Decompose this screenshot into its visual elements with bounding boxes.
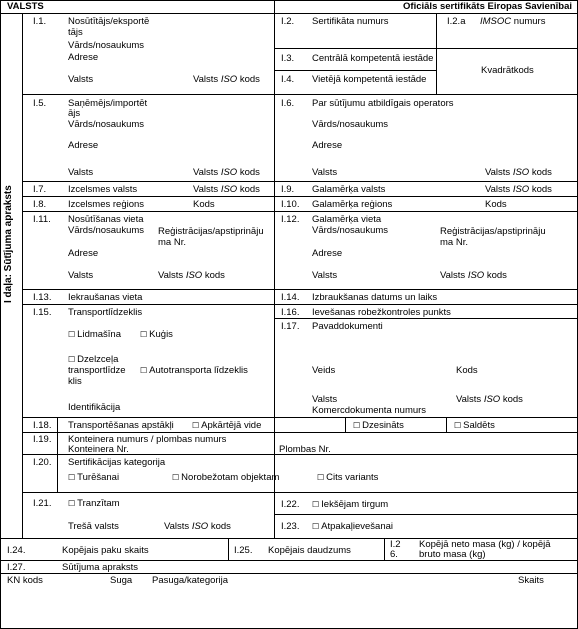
f14-title: Izbraukšanas datums un laiks: [312, 292, 438, 303]
f22-number: I.22.: [281, 499, 300, 510]
f26-number-cont: 6.: [390, 549, 398, 560]
railway-option-cont: transportlīdze: [68, 365, 126, 376]
f8-title: Izcelsmes reģions: [68, 199, 145, 210]
f10-title: Galamērķa reģions: [312, 199, 393, 210]
f19-seal-label: Plombas Nr.: [279, 444, 331, 455]
f12-title: Galamērķa vieta: [312, 214, 382, 225]
f11-registration-label: Reģistrācijas/apstiprināju: [158, 226, 264, 237]
confined-establishment-option[interactable]: ☐ Norobežotam objektam: [172, 472, 280, 483]
transit-option[interactable]: ☐ Tranzītam: [68, 498, 120, 509]
frozen-option[interactable]: ☐ Saldēts: [454, 420, 495, 431]
f26-title: Kopējā neto masa (kg) / kopējā: [419, 539, 551, 550]
checkbox-icon[interactable]: ☐: [317, 473, 325, 482]
divider: [274, 48, 578, 49]
checkbox-icon[interactable]: ☐: [312, 500, 320, 509]
f14-number: I.14.: [281, 292, 300, 303]
divider: [22, 196, 578, 197]
f11-number: I.11.: [33, 214, 51, 225]
railway-option-cont2: klis: [68, 376, 82, 387]
divider: [0, 573, 578, 574]
f9-number: I.9.: [281, 184, 295, 195]
f17-commercial-document-label: Komercdokumenta numurs: [312, 405, 427, 416]
f5-iso-code-label: Valsts ISO kods: [193, 167, 260, 178]
f6-address-label: Adrese: [312, 140, 343, 151]
divider: [22, 94, 578, 95]
checkbox-icon[interactable]: ☐: [192, 421, 200, 430]
f11-name-label: Vārds/nosaukums: [68, 225, 145, 236]
f6-country-label: Valsts: [312, 167, 338, 178]
f2-title: Sertifikāta numurs: [312, 16, 389, 27]
f25-title: Kopējais daudzums: [268, 545, 351, 556]
divider: [274, 0, 275, 14]
f1-address-label: Adrese: [68, 52, 99, 63]
border-left: [0, 0, 1, 629]
f12-registration-label-cont: ma Nr.: [440, 237, 468, 248]
f5-number: I.5.: [33, 98, 47, 109]
f6-number: I.6.: [281, 98, 295, 109]
f1-country-label: Valsts: [68, 74, 94, 85]
f6-name-label: Vārds/nosaukums: [312, 119, 389, 130]
checkbox-icon[interactable]: ☐: [68, 330, 76, 339]
chilled-option[interactable]: ☐ Dzesināts: [353, 420, 404, 431]
species-column: Suga: [110, 575, 133, 586]
f2a-title: IMSOC numurs: [480, 16, 546, 27]
f1-title: Nosūtītājs/eksportē: [68, 16, 150, 27]
divider: [22, 181, 578, 182]
f21-number: I.21.: [33, 498, 52, 509]
f15-title: Transportlīdzeklis: [68, 307, 143, 318]
ambient-option[interactable]: ☐ Apkārtējā vide: [192, 420, 262, 431]
divider: [0, 13, 578, 14]
f16-number: I.16.: [281, 307, 300, 318]
divider: [22, 304, 578, 305]
f10-number: I.10.: [281, 199, 300, 210]
f5-title-cont: ājs: [68, 108, 81, 119]
f4-number: I.4.: [281, 74, 295, 85]
cn-code-column: KN kods: [7, 575, 43, 586]
checkbox-icon[interactable]: ☐: [68, 473, 76, 482]
f3-title: Centrālā kompetentā iestāde: [312, 53, 434, 64]
divider: [22, 417, 578, 418]
country-header: VALSTS: [7, 1, 44, 12]
f12-iso-code-label: Valsts ISO kods: [440, 270, 507, 281]
checkbox-icon[interactable]: ☐: [140, 366, 148, 375]
divider: [446, 417, 447, 432]
f20-title: Sertifikācijas kategorija: [68, 457, 166, 468]
divider: [22, 432, 578, 433]
f27-title: Sūtījuma apraksts: [62, 562, 139, 573]
railway-option[interactable]: ☐ Dzelzceļa: [68, 354, 119, 365]
f7-title: Izcelsmes valsts: [68, 184, 138, 195]
f17-country-label: Valsts: [312, 394, 338, 405]
f11-country-label: Valsts: [68, 270, 94, 281]
f2a-number: I.2.a: [447, 16, 466, 27]
divider: [274, 70, 436, 71]
count-column: Skaits: [518, 575, 544, 586]
f26-number: I.2: [390, 539, 401, 550]
divider: [436, 13, 437, 48]
f10-code-label: Kods: [485, 199, 507, 210]
f12-country-label: Valsts: [312, 270, 338, 281]
f26-title-cont: bruto masa (kg): [419, 549, 486, 560]
f24-number: I.24.: [7, 545, 26, 556]
f21-iso-code-label: Valsts ISO kods: [164, 521, 231, 532]
f24-title: Kopējais paku skaits: [62, 545, 149, 556]
divider: [436, 48, 437, 94]
f12-number: I.12.: [281, 214, 300, 225]
divider: [274, 318, 578, 319]
divider: [22, 492, 578, 493]
f20-number: I.20.: [33, 457, 52, 468]
f7-iso-code-label: Valsts ISO kods: [193, 184, 260, 195]
f8-code-label: Kods: [193, 199, 215, 210]
f17-number: I.17.: [281, 321, 300, 332]
divider: [22, 289, 578, 290]
f19-container-label: Konteinera Nr.: [68, 444, 129, 455]
subspecies-column: Pasuga/kategorija: [152, 575, 229, 586]
f17-title: Pavaddokumenti: [312, 321, 383, 332]
checkbox-icon[interactable]: ☐: [454, 421, 462, 430]
internal-market-option[interactable]: ☐ Iekšējam tirgum: [312, 499, 389, 510]
f11-registration-label-cont: ma Nr.: [158, 237, 186, 248]
f12-registration-label: Reģistrācijas/apstiprināju: [440, 226, 546, 237]
re-entry-option[interactable]: ☐ Atpakaļievešanai: [312, 521, 393, 532]
checkbox-icon[interactable]: ☐: [312, 522, 320, 531]
f12-name-label: Vārds/nosaukums: [312, 225, 389, 236]
f9-title: Galamērķa valsts: [312, 184, 386, 195]
f9-iso-code-label: Valsts ISO kods: [485, 184, 552, 195]
divider: [274, 514, 578, 515]
divider: [228, 538, 229, 560]
divider: [22, 13, 23, 538]
divider: [345, 417, 346, 432]
f11-title: Nosūtīšanas vieta: [68, 214, 144, 225]
f16-title: Ievešanas robežkontroles punkts: [312, 307, 451, 318]
f17-code-label: Kods: [456, 365, 478, 376]
f1-name-label: Vārds/nosaukums: [68, 40, 145, 51]
f8-number: I.8.: [33, 199, 47, 210]
ship-option[interactable]: ☐ Kuģis: [140, 329, 173, 340]
keeping-option[interactable]: ☐ Turēšanai: [68, 472, 120, 483]
f4-title: Vietējā kompetentā iestāde: [312, 74, 427, 85]
part-one-side-label: I daļa: Sūtījuma apraksts: [3, 185, 14, 303]
f5-name-label: Vārds/nosaukums: [68, 119, 145, 130]
f2-number: I.2.: [281, 16, 295, 27]
f19-number: I.19.: [33, 434, 52, 445]
f15-number: I.15.: [33, 307, 52, 318]
qr-code-label: Kvadrātkods: [481, 65, 534, 76]
road-vehicle-option[interactable]: ☐ Autotransporta līdzeklis: [140, 365, 248, 376]
f6-title: Par sūtījumu atbildīgais operators: [312, 98, 454, 109]
f1-iso-code-label: Valsts ISO kods: [193, 74, 260, 85]
divider: [274, 13, 275, 538]
f25-number: I.25.: [234, 545, 253, 556]
f15-identification-label: Identifikācija: [68, 402, 121, 413]
f1-number: I.1.: [33, 16, 47, 27]
f11-address-label: Adrese: [68, 248, 99, 259]
other-option[interactable]: ☐ Cits variants: [317, 472, 379, 483]
f17-type-label: Veids: [312, 365, 336, 376]
divider: [22, 211, 578, 212]
f6-iso-code-label: Valsts ISO kods: [485, 167, 552, 178]
f13-number: I.13.: [33, 292, 52, 303]
f3-number: I.3.: [281, 53, 295, 64]
f1-title-cont: tājs: [68, 27, 83, 38]
checkbox-icon[interactable]: ☐: [140, 330, 148, 339]
certificate-title: Oficiāls sertifikāts Eiropas Savienībai: [403, 1, 572, 12]
divider: [0, 560, 578, 561]
f17-iso-code-label: Valsts ISO kods: [456, 394, 523, 405]
f5-country-label: Valsts: [68, 167, 94, 178]
checkbox-icon[interactable]: ☐: [353, 421, 361, 430]
f13-title: Iekraušanas vieta: [68, 292, 143, 303]
aircraft-option[interactable]: ☐ Lidmašīna: [68, 329, 122, 340]
f7-number: I.7.: [33, 184, 47, 195]
divider: [384, 538, 385, 560]
checkbox-icon[interactable]: ☐: [68, 499, 76, 508]
f27-number: I.27.: [7, 562, 26, 573]
f19-title: Konteinera numurs / plombas numurs: [68, 434, 227, 445]
f18-number: I.18.: [33, 420, 52, 431]
f21-third-country-label: Trešā valsts: [68, 521, 119, 532]
f12-address-label: Adrese: [312, 248, 343, 259]
f5-address-label: Adrese: [68, 140, 99, 151]
checkbox-icon[interactable]: ☐: [68, 355, 76, 364]
f18-title: Transportēšanas apstākļi: [68, 420, 174, 431]
f23-number: I.23.: [281, 521, 300, 532]
f11-iso-code-label: Valsts ISO kods: [158, 270, 225, 281]
f5-title: Saņēmējs/importēt: [68, 98, 148, 109]
checkbox-icon[interactable]: ☐: [172, 473, 180, 482]
